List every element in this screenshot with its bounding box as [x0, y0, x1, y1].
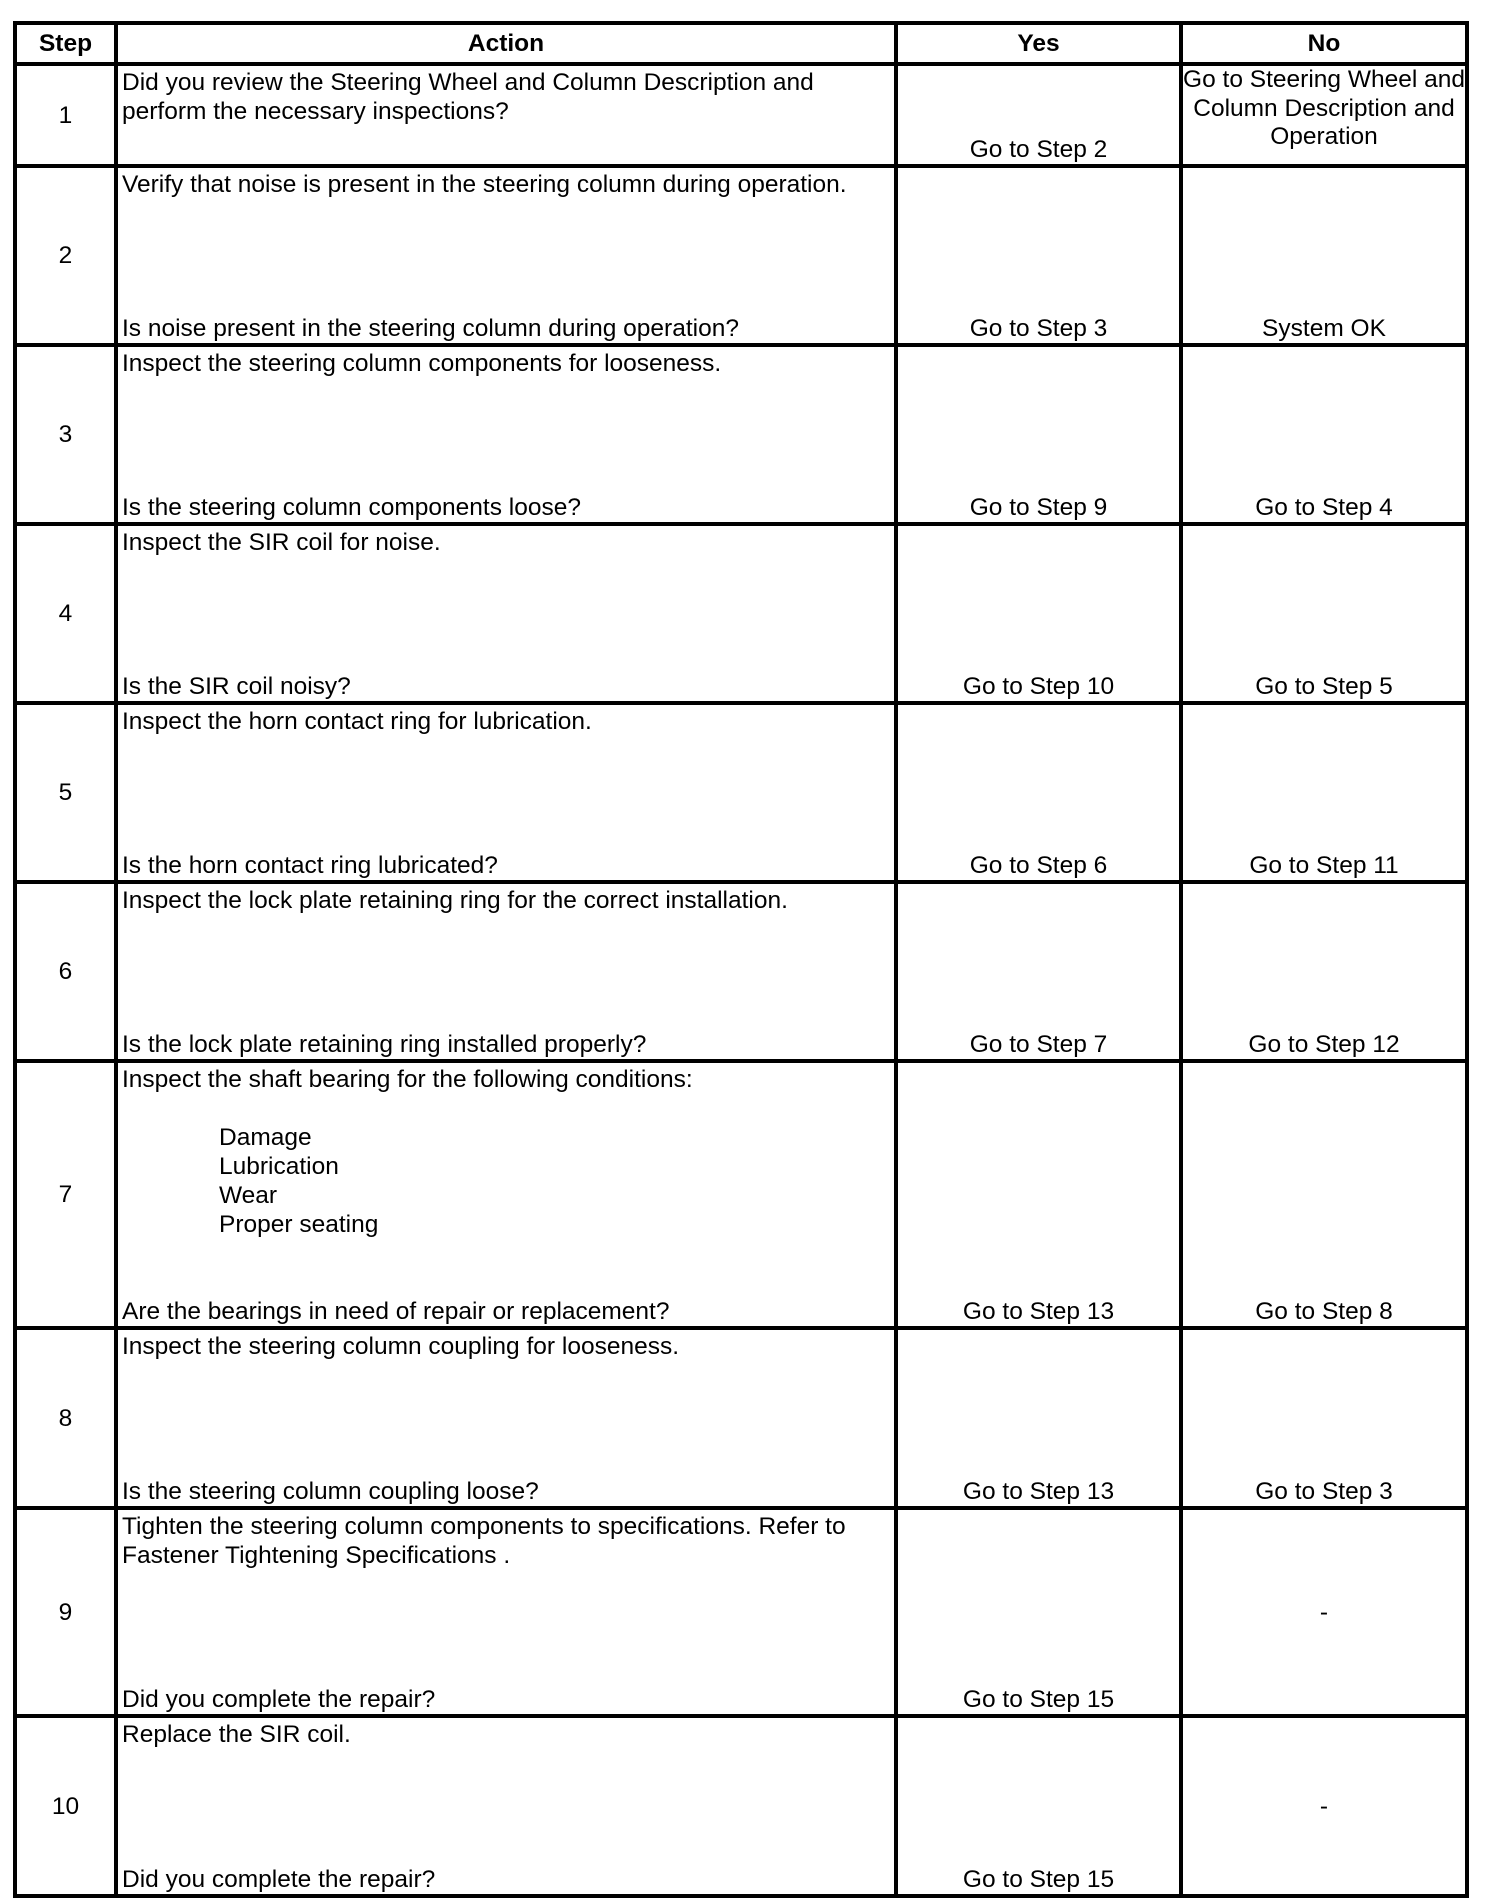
yes-result: Go to Step 6: [896, 703, 1181, 882]
header-yes: Yes: [896, 23, 1181, 64]
yes-result: Go to Step 2: [896, 64, 1181, 166]
condition-list: [122, 1123, 890, 1239]
table-row: [15, 166, 1467, 345]
header-step: Step: [15, 23, 116, 64]
action-cell: [116, 1716, 896, 1896]
yes-result: Go to Step 7: [896, 882, 1181, 1061]
header-action: Action: [116, 23, 896, 64]
question-text: Is the horn contact ring lubricated?: [122, 852, 498, 879]
table-row: [15, 703, 1467, 882]
action-cell: [116, 166, 896, 345]
instruction-text: Inspect the steering column components for looseness.: [122, 350, 722, 377]
condition-item: Damage: [219, 1124, 312, 1151]
yes-result: Go to Step 13: [896, 1328, 1181, 1508]
action-cell: [116, 524, 896, 703]
question-text: Is noise present in the steering column during operation?: [122, 315, 739, 342]
instruction-text: Verify that noise is present in the steering column during operation.: [122, 171, 847, 198]
diagnostic-table: [13, 21, 1469, 1898]
no-result: System OK: [1181, 166, 1467, 345]
no-result: Go to Step 12: [1181, 882, 1467, 1061]
no-result: Go to Step 3: [1181, 1328, 1467, 1508]
no-result: Go to Step 11: [1181, 703, 1467, 882]
step-number: 5: [15, 703, 116, 882]
yes-result: Go to Step 15: [896, 1508, 1181, 1716]
action-cell: [116, 1328, 896, 1508]
condition-item: Wear: [219, 1182, 278, 1209]
step-number: 7: [15, 1061, 116, 1328]
no-result: Go to Step 4: [1181, 345, 1467, 524]
table-row: [15, 345, 1467, 524]
question-text: Is the steering column components loose?: [122, 494, 581, 521]
table-row: [15, 524, 1467, 703]
instruction-text: Inspect the SIR coil for noise.: [122, 529, 441, 556]
instruction-text: Replace the SIR coil.: [122, 1721, 351, 1748]
action-cell: [116, 703, 896, 882]
step-number: 6: [15, 882, 116, 1061]
step-number: 10: [15, 1716, 116, 1896]
condition-item: Proper seating: [219, 1211, 379, 1238]
yes-result: Go to Step 9: [896, 345, 1181, 524]
yes-result: Go to Step 3: [896, 166, 1181, 345]
step-number: 1: [15, 64, 116, 166]
action-cell: [116, 1508, 896, 1716]
instruction-text: Inspect the horn contact ring for lubrication.: [122, 708, 592, 735]
instruction-text: Tighten the steering column components to specifications. Refer to Fastener Tightening Specifications .: [122, 1513, 846, 1569]
no-result: Go to Steering Wheel and Column Description and Operation: [1181, 64, 1467, 166]
instruction-text: Inspect the steering column coupling for looseness.: [122, 1333, 680, 1360]
question-text: Are the bearings in need of repair or replacement?: [122, 1298, 670, 1325]
no-result: Go to Step 5: [1181, 524, 1467, 703]
no-result: Go to Step 8: [1181, 1061, 1467, 1328]
action-cell: [116, 882, 896, 1061]
question-text: Did you complete the repair?: [122, 1686, 436, 1713]
step-number: 9: [15, 1508, 116, 1716]
table-row: [15, 1061, 1467, 1328]
question-text: Is the steering column coupling loose?: [122, 1478, 539, 1505]
instruction-text: Inspect the shaft bearing for the following conditions:: [122, 1066, 693, 1093]
step-number: 2: [15, 166, 116, 345]
no-result: -: [1181, 1716, 1467, 1896]
header-row: [15, 23, 1467, 64]
action-cell: [116, 1061, 896, 1328]
no-result: -: [1181, 1508, 1467, 1716]
action-cell: [116, 64, 896, 166]
yes-result: Go to Step 13: [896, 1061, 1181, 1328]
table-row: [15, 882, 1467, 1061]
table-row: [15, 1508, 1467, 1716]
question-text: Is the lock plate retaining ring installed properly?: [122, 1031, 647, 1058]
question-text: Did you complete the repair?: [122, 1866, 436, 1893]
yes-result: Go to Step 10: [896, 524, 1181, 703]
header-no: No: [1181, 23, 1467, 64]
condition-item: Lubrication: [219, 1153, 339, 1180]
instruction-text: Inspect the lock plate retaining ring for the correct installation.: [122, 887, 788, 914]
table-row: [15, 64, 1467, 166]
yes-result: Go to Step 15: [896, 1716, 1181, 1896]
table-row: [15, 1716, 1467, 1896]
step-number: 8: [15, 1328, 116, 1508]
instruction-text: Did you review the Steering Wheel and Column Description and perform the necessary inspections?: [122, 69, 814, 125]
question-text: Is the SIR coil noisy?: [122, 673, 351, 700]
action-cell: [116, 345, 896, 524]
step-number: 3: [15, 345, 116, 524]
step-number: 4: [15, 524, 116, 703]
table-row: [15, 1328, 1467, 1508]
